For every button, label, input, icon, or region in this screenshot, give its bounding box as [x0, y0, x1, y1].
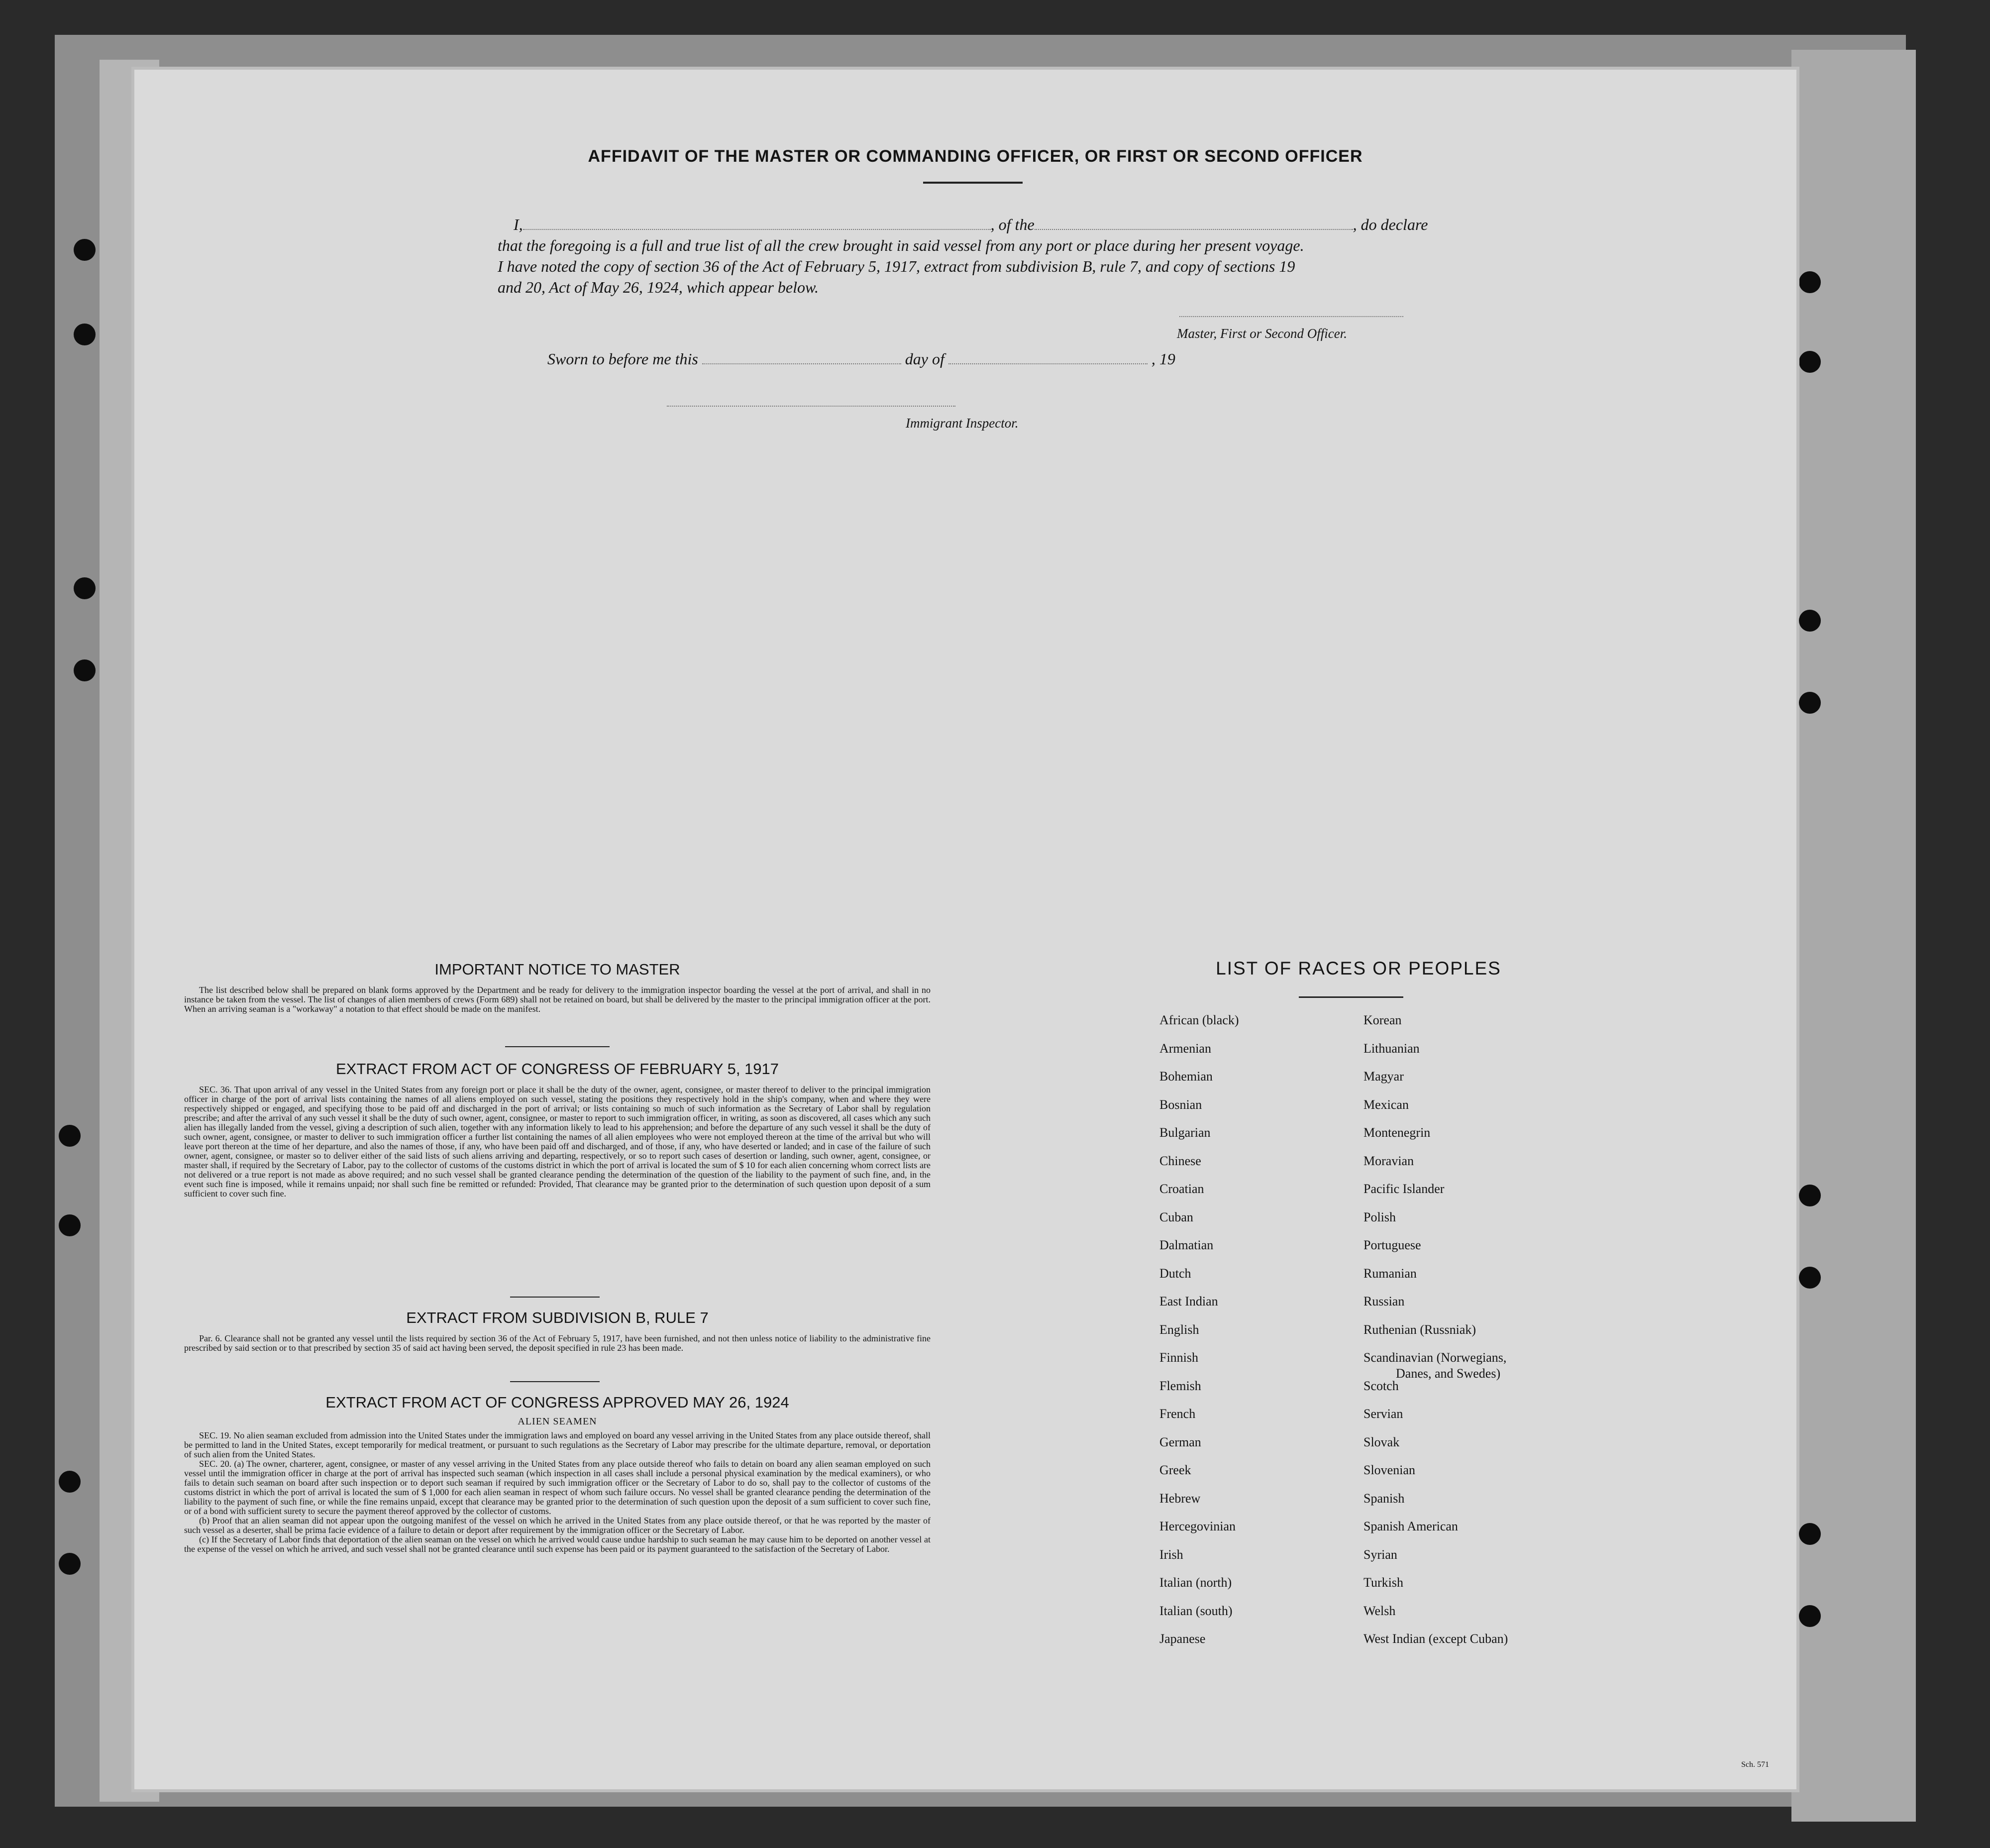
binder-hole [74, 324, 96, 345]
race-item: Cuban [1159, 1210, 1193, 1224]
punch-hole [1799, 1605, 1821, 1627]
notice-paragraph: The list described below shall be prepared on blank forms approved by the Department and be ready for delivery to the immigration inspector boarding the vessel at the port of arrival, and shall in no instance be taken from the vessel. The list of changes of alien members of crews (Form 689) shall not be retained on board, but shall be delivered by the master to the principal immigration officer at the port. When an arriving seaman is a "workaway" a notation to that effect should be made on the manifest. [184, 985, 931, 1014]
race-item: Montenegrin [1363, 1125, 1431, 1140]
sec-20b-paragraph: (b) Proof that an alien seaman did not appear upon the outgoing manifest of the vessel on which he arrived in the United States from any place outside thereof, or that he was reported by the master of such vessel as a deserter, shall be prima facie evidence of a failure to detain or deport after requirement by the immigration officer or the Secretary of Labor. [184, 1516, 931, 1535]
sworn-month-field[interactable] [948, 363, 1148, 364]
race-item: Dalmatian [1159, 1238, 1214, 1252]
form-page [134, 70, 1796, 1789]
punch-hole [1799, 692, 1821, 714]
race-item: Armenian [1159, 1041, 1211, 1056]
binder-hole [1799, 271, 1821, 293]
notice-text [184, 985, 931, 1014]
race-item: Welsh [1363, 1604, 1396, 1618]
section-rule [505, 1046, 610, 1047]
rule7-text [184, 1334, 931, 1353]
alien-seamen-subtitle: ALIEN SEAMEN [518, 1416, 597, 1427]
extract-1924-text [184, 1431, 931, 1554]
punch-hole [1799, 1185, 1821, 1206]
race-item: African (black) [1159, 1013, 1239, 1027]
race-item: Moravian [1363, 1154, 1414, 1168]
binder-hole [74, 239, 96, 261]
binder-hole [59, 1125, 81, 1147]
race-item: Bosnian [1159, 1097, 1202, 1112]
vessel-name-field[interactable] [1035, 229, 1353, 230]
sworn-day-field[interactable] [702, 363, 901, 364]
race-item: Lithuanian [1363, 1041, 1420, 1056]
race-item: Spanish [1363, 1491, 1405, 1506]
declarant-label: I, [514, 216, 523, 233]
rule7-title: EXTRACT FROM SUBDIVISION B, RULE 7 [406, 1309, 709, 1326]
section-rule [510, 1297, 600, 1298]
race-item: Scotch [1363, 1379, 1399, 1393]
extract-1917-text [184, 1085, 931, 1198]
race-item: French [1159, 1407, 1196, 1421]
race-item: Mexican [1363, 1097, 1409, 1112]
declare-label: , do declare [1353, 216, 1428, 233]
binder-hole [74, 659, 96, 681]
affidavit-line-1 [498, 214, 1458, 235]
race-item: Ruthenian (Russniak) [1363, 1322, 1476, 1337]
back-sheet-right [1791, 50, 1916, 1822]
binder-hole [59, 1214, 81, 1236]
title-rule [923, 182, 1023, 184]
race-item: Italian (south) [1159, 1604, 1233, 1618]
punch-hole [1799, 1267, 1821, 1289]
sworn-line [547, 348, 1393, 369]
scandinavian-continuation: Danes, and Swedes) [1396, 1366, 1501, 1381]
extract-1924-title: EXTRACT FROM ACT OF CONGRESS APPROVED MAY 26, 1924 [325, 1394, 789, 1411]
race-item: Bohemian [1159, 1069, 1213, 1084]
sworn-label: Sworn to before me this [547, 350, 698, 368]
master-signature-line[interactable] [1179, 316, 1403, 317]
race-item: Turkish [1363, 1575, 1403, 1590]
schedule-number: Sch. 571 [1741, 1760, 1769, 1769]
affidavit-line-3: I have noted the copy of section 36 of the Act of February 5, 1917, extract from subdivision B, rule 7, and copy of sections 19 [498, 257, 1295, 275]
affidavit-body [498, 214, 1458, 298]
rule7-paragraph: Par. 6. Clearance shall not be granted any vessel until the lists required by section 36 of the Act of February 5, 1917, have been furnished, and not then unless notice of liability to the administrative fine prescribed by said section or to that prescribed by section 35 of said act having been served, the deposit specified in rule 23 has been made. [184, 1333, 931, 1353]
sec-20a-paragraph: SEC. 20. (a) The owner, charterer, agent, consignee, or master of any vessel arriving in the United States from any place outside thereof who fails to detain on board any alien seaman employed on such vessel until the immigration officer in charge at the port of arrival has inspected such seaman (which inspection in all cases shall include a personal physical examination by the medical examiners), or who fails to detain such seaman on board after such inspection or to deport such seaman if required by such immigration officer or the Secretary of Labor to do so, shall pay to the collector of customs of the customs district in which the port of arrival is located the sum of $ 1,000 for each alien seaman in respect of whom such failure occurs. No vessel shall be granted clearance pending the determination of the liability to the payment of such fine, or while the fine remains unpaid, except that clearance may be granted prior to the determination of such question upon the deposit of a sum sufficient to cover such fine, or of a bond with sufficient surety to secure the payment thereof approved by the collector of customs. [184, 1459, 931, 1516]
affidavit-line-2: that the foregoing is a full and true list of all the crew brought in said vessel from any port or place during her present voyage. [498, 236, 1304, 254]
race-item: Spanish American [1363, 1519, 1458, 1533]
binder-hole [59, 1553, 81, 1575]
race-item: Rumanian [1363, 1266, 1417, 1281]
race-item: West Indian (except Cuban) [1363, 1631, 1508, 1646]
inspector-caption: Immigrant Inspector. [906, 416, 1019, 431]
notice-title: IMPORTANT NOTICE TO MASTER [434, 961, 680, 978]
day-of-label: day of [905, 350, 944, 368]
inspector-signature-line[interactable] [667, 406, 955, 407]
year-label: , 19 [1151, 350, 1175, 368]
race-item: Greek [1159, 1463, 1191, 1477]
binder-hole [59, 1471, 81, 1493]
race-item: English [1159, 1322, 1199, 1337]
vessel-label: , of the [990, 216, 1035, 233]
sec-20c-paragraph: (c) If the Secretary of Labor finds that deportation of the alien seaman on the vessel on which he arrived would cause undue hardship to such seaman he may cause him to be deported on another vessel at the expense of the vessel on which he arrived, and such vessel shall not be granted clearance until such expense has been paid or its payment guaranteed to the satisfaction of the Secretary of Labor. [184, 1534, 931, 1554]
race-item: East Indian [1159, 1294, 1218, 1308]
race-item: Russian [1363, 1294, 1405, 1308]
race-item: Pacific Islander [1363, 1182, 1445, 1196]
binder-hole [1799, 351, 1821, 373]
race-item: Hebrew [1159, 1491, 1201, 1506]
race-item: Finnish [1159, 1350, 1199, 1365]
extract-1917-title: EXTRACT FROM ACT OF CONGRESS OF FEBRUARY 5, 1917 [335, 1060, 779, 1078]
punch-hole [1799, 1523, 1821, 1545]
race-item: Croatian [1159, 1182, 1204, 1196]
race-item: Korean [1363, 1013, 1402, 1027]
race-item: Irish [1159, 1547, 1183, 1562]
race-item: Slovenian [1363, 1463, 1415, 1477]
race-item: Portuguese [1363, 1238, 1421, 1252]
master-signature-caption: Master, First or Second Officer. [1177, 326, 1347, 341]
race-item: Japanese [1159, 1631, 1206, 1646]
races-title: LIST OF RACES OR PEOPLES [1216, 958, 1501, 978]
race-item: Hercegovinian [1159, 1519, 1236, 1533]
affidavit-line-4: and 20, Act of May 26, 1924, which appear below. [498, 278, 819, 296]
race-item: German [1159, 1435, 1201, 1449]
race-item: Servian [1363, 1407, 1403, 1421]
race-item: Flemish [1159, 1379, 1201, 1393]
binder-hole [74, 577, 96, 599]
extract-1917-paragraph: SEC. 36. That upon arrival of any vessel in the United States from any foreign port or place it shall be the duty of the owner, agent, consignee, or master thereof to deliver to the principal immigration officer in charge of the port of arrival lists containing the names of all aliens employed on such vessel, stating the positions they respectively hold in the ship's company, when and where they were respectively shipped or engaged, and specifying those to be paid off and discharged in the port of arrival; or lists containing so much of such information as the Secretary of Labor shall by regulation prescribe; and after the arrival of any such vessel it shall be the duty of such owner, agent, consignee, or master to report to such immigration officer, in writing, as soon as discovered, all cases which any such alien has illegally landed from the vessel, giving a description of such alien, together with any information likely to lead to his apprehension; and before the departure of any such vessel it shall be the duty of such owner, agent, consignee, or master to deliver to such immigration officer a further list containing the names of all alien employees who were not employed thereon at the time of the arrival but who will leave port thereon at the time of her departure, and also the names of those, if any, who have been paid off and discharged, and of those, if any, who have deserted or landed; and in case of the failure of such owner, agent, consignee, or master so to deliver either of the said lists of such aliens arriving and departing, respectively, or so to report such cases of desertion or landing, such owner, agent, consignee, or master shall, if required by the Secretary of Labor, pay to the collector of customs of the customs district in which the port of arrival is located the sum of $ 10 for each alien concerning whom correct lists are not delivered or a true report is not made as above required; and no such vessel shall be granted clearance pending the determination of the question of the liability to the payment of such fine, and, in the event such fine is imposed, while it remains unpaid; nor shall such fine be remitted or refunded: Provided, That clearance may be granted prior to the determination of such question upon deposit of a sum sufficient to cover such fine. [184, 1085, 931, 1198]
section-rule [510, 1381, 600, 1382]
race-item: Bulgarian [1159, 1125, 1211, 1140]
race-item: Italian (north) [1159, 1575, 1232, 1590]
race-item: Scandinavian (Norwegians, [1363, 1350, 1507, 1365]
affidavit-title: AFFIDAVIT OF THE MASTER OR COMMANDING OFFICER, OR FIRST OR SECOND OFFICER [588, 147, 1363, 166]
declarant-name-field[interactable] [523, 229, 991, 230]
race-item: Slovak [1363, 1435, 1400, 1449]
race-item: Polish [1363, 1210, 1396, 1224]
race-item: Dutch [1159, 1266, 1191, 1281]
race-item: Syrian [1363, 1547, 1397, 1562]
races-title-rule [1299, 996, 1403, 998]
race-item: Chinese [1159, 1154, 1201, 1168]
sec-19-paragraph: SEC. 19. No alien seaman excluded from admission into the United States under the immigration laws and employed on board any vessel arriving in the United States from any place outside thereof, shall be permitted to land in the United States, except temporarily for medical treatment, or pursuant to such regulations as the Secretary of Labor may prescribe for the ultimate departure, removal, or deportation of such alien from the United States. [184, 1430, 931, 1459]
punch-hole [1799, 610, 1821, 632]
race-item: Magyar [1363, 1069, 1404, 1084]
